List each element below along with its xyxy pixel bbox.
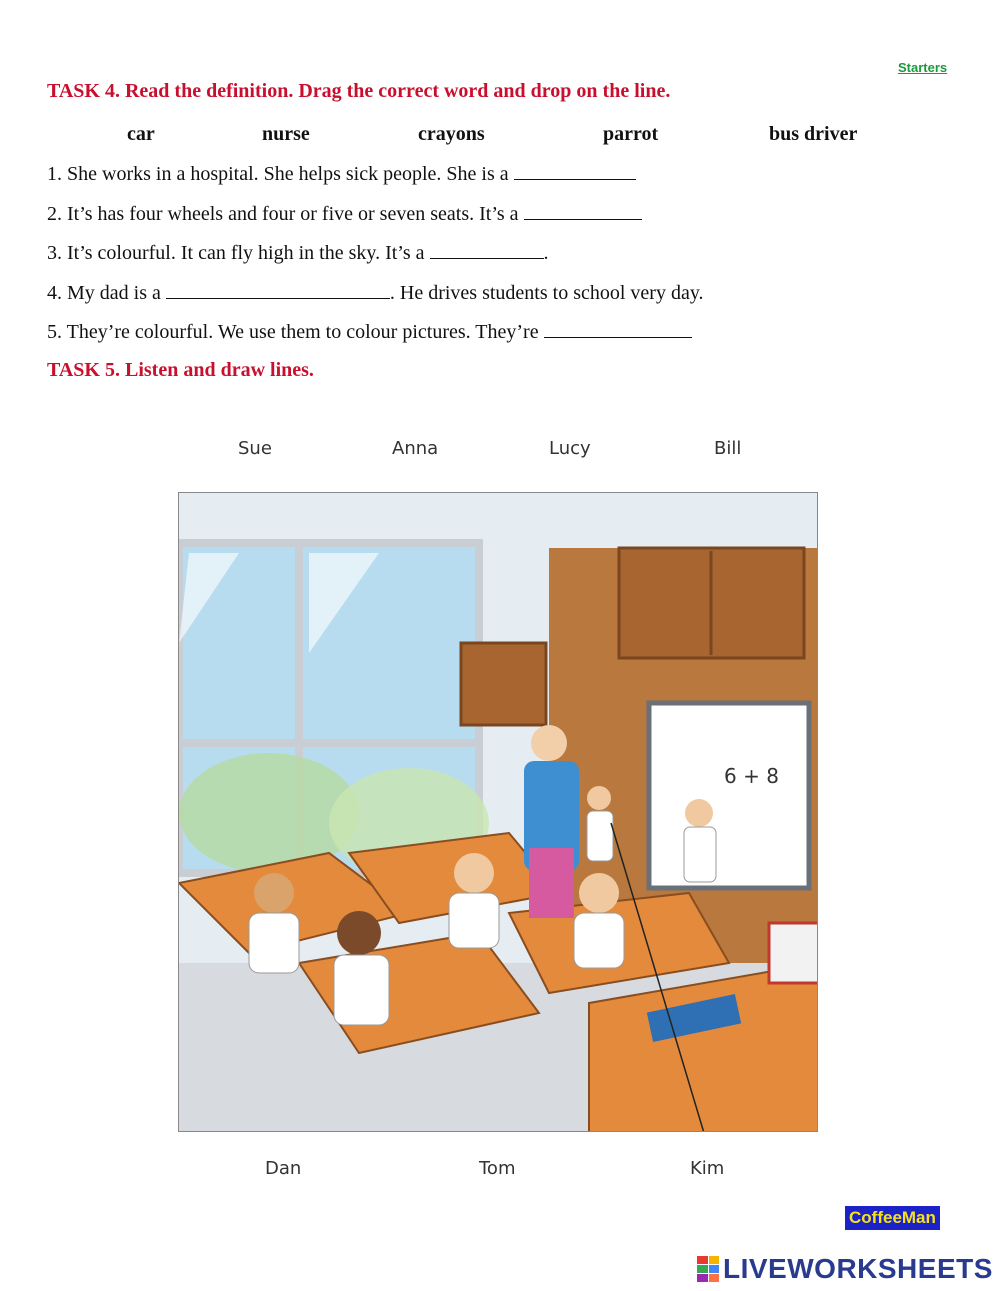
child-writing-head: [685, 799, 713, 827]
teacher-head: [531, 725, 567, 761]
sentence-2: [47, 202, 642, 226]
drop-line-5[interactable]: [544, 320, 692, 338]
drop-line-1[interactable]: [514, 162, 636, 180]
name-label-lucy[interactable]: Lucy: [549, 438, 591, 459]
book-stack: [769, 923, 818, 983]
cupboard-small: [461, 643, 546, 725]
sentence-text: 2. It’s has four wheels and four or five or seven seats. It’s a: [47, 203, 524, 225]
drop-line-2[interactable]: [524, 202, 642, 220]
drag-word-bus-driver[interactable]: bus driver: [769, 123, 858, 145]
name-label-dan[interactable]: Dan: [265, 1158, 302, 1179]
sentence-text-after: . He drives students to school very day.: [389, 282, 704, 304]
starters-link[interactable]: Starters: [898, 60, 948, 75]
liveworksheets-wordmark: LIVEWORKSHEETS: [723, 1253, 993, 1284]
drop-line-4[interactable]: [166, 281, 390, 299]
drop-line-3[interactable]: [430, 241, 544, 259]
name-label-sue[interactable]: Sue: [238, 438, 272, 459]
child-bill-head: [579, 873, 619, 913]
task4-title: TASK 4. Read the definition. Drag the correct word and drop on the line.: [47, 80, 671, 102]
name-label-anna[interactable]: Anna: [392, 438, 439, 459]
sentence-text: 5. They’re colourful. We use them to colour pictures. They’re: [47, 321, 544, 343]
name-label-bill[interactable]: Bill: [714, 438, 742, 459]
drag-word-car[interactable]: car: [127, 123, 155, 145]
sentence-4: [47, 281, 704, 305]
drag-word-nurse[interactable]: nurse: [262, 123, 310, 145]
child-dan-head: [254, 873, 294, 913]
sentence-text-after: .: [543, 242, 549, 264]
sentence-text: 4. My dad is a: [47, 282, 166, 304]
liveworksheets-logo[interactable]: [697, 1252, 993, 1286]
sentence-3: [47, 241, 549, 265]
name-label-kim[interactable]: Kim: [690, 1158, 725, 1179]
liveworksheets-icon: [697, 1256, 719, 1282]
classroom-illustration: [178, 492, 818, 1132]
whiteboard-sum: 6 + 8: [724, 764, 779, 788]
sentence-1: [47, 162, 636, 186]
drag-word-parrot[interactable]: parrot: [603, 123, 659, 145]
author-badge: CoffeeMan: [845, 1206, 940, 1230]
task5-title: TASK 5. Listen and draw lines.: [47, 359, 314, 381]
sentence-5: [47, 320, 692, 344]
drag-word-crayons[interactable]: crayons: [418, 123, 485, 145]
child-kim-head: [587, 786, 611, 810]
classroom-scene-svg: [179, 493, 818, 1132]
whiteboard: [649, 703, 809, 888]
name-label-tom[interactable]: Tom: [479, 1158, 516, 1179]
child-anna-head: [454, 853, 494, 893]
word-bank: [0, 123, 1000, 149]
sentence-text: 3. It’s colourful. It can fly high in the sky. It’s a: [47, 242, 430, 264]
child-tom-head: [337, 911, 381, 955]
classroom-picture-area: [178, 432, 828, 1192]
sentence-text: 1. She works in a hospital. She helps sick people. She is a: [47, 163, 514, 185]
